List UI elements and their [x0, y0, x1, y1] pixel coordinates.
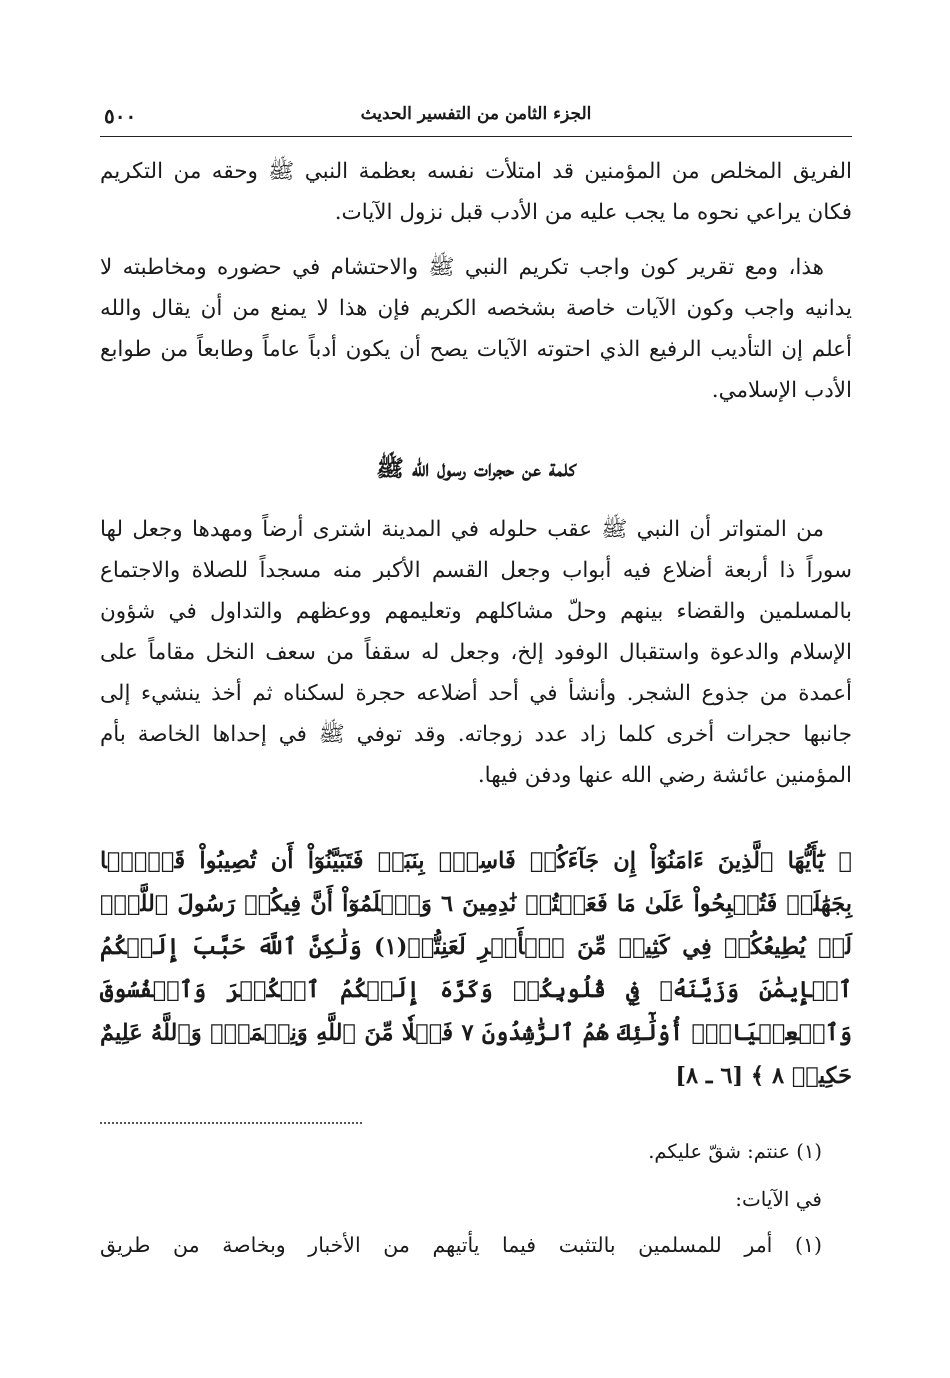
body-paragraph: هذا، ومع تقرير كون واجب تكريم النبي ﷺ والاحتشام في حضوره ومخاطبته لا يدانيه واجب وكون الآيات خاصة بشخصه الكريم فإن هذا لا يمنع من أن يقال والله أعلم إن التأديب الرفيع الذي احتوته الآيات يصح أن يكون أدباً عاماً وطابعاً من طوابع الأدب الإسلامي. — [100, 255, 852, 403]
page — [100, 96, 852, 1264]
analysis-item: (١) أمر للمسلمين بالتثبت فيما يأتيهم من الأخبار وبخاصة من طريق — [100, 1233, 822, 1257]
footnote-divider — [100, 1122, 362, 1124]
section-heading: كلمة عن حجرات رسول الله ﷺ — [376, 455, 576, 482]
analysis-heading: في الآيات: — [735, 1187, 822, 1211]
section-paragraph: من المتواتر أن النبي ﷺ عقب حلوله في المدينة اشترى أرضاً ومهدها وجعل لها سوراً ذا أربعة أضلاع فيه أبواب وجعل القسم الأكبر منه مسجداً للصلاة والاجتماع بالمسلمين والقضاء بينهم وحلّ مشاكلهم وتعليمهم ووعظهم والتداول في شؤون الإسلام والدعوة واستقبال الوفود إلخ، وجعل له سقفاً من سعف النخل مقاماً على أعمدة من جذوع الشجر. وأنشأ في أحد أضلاعه حجرة لسكناه ثم أخذ ينشيء إلى جانبها حجرات أخرى كلما زاد عدد زوجاته. وقد توفي ﷺ في إحداها الخاصة بأم المؤمنين عائشة رضي الله عنها ودفن فيها. — [100, 517, 852, 788]
body-paragraph: الفريق المخلص من المؤمنين قد امتلأت نفسه بعظمة النبي ﷺ وحقه من التكريم فكان يراعي نحوه ما يجب عليه من الأدب قبل نزول الآيات. — [100, 159, 852, 225]
footnote: (١) عنتم: شقّ عليكم. — [648, 1140, 822, 1163]
book-part-title: الجزء الثامن من التفسير الحديث — [360, 104, 592, 124]
quran-verse: ﴿ يَٰٓأَيُّهَا ٱلَّذِينَ ءَامَنُوٓاْ إِن جَآءَكُمۡ فَاسِقُۢ بِنَبَإٖ فَتَبَيَّنُوٓاْ أَن تُصِيبُواْ قَوۡمَۢا بِجَهَٰلَةٖ فَتُصۡبِحُواْ عَلَىٰ مَا فَعَلۡتُمۡ نَٰدِمِينَ ٦ وَٱعۡلَمُوٓاْ أَنَّ فِيكُمۡ رَسُولَ ٱللَّهِۚ لَوۡ يُطِيعُكُمۡ فِي كَثِيرٖ مِّنَ ٱلۡأَمۡرِ لَعَنِتُّمۡ(١) وَلَٰكِنَّ ٱللَّهَ حَبَّبَ إِلَيۡكُمُ ٱلۡإِيمَٰنَ وَزَيَّنَهُۥ فِي قُلُوبِكُمۡ وَكَرَّهَ إِلَيۡكُمُ ٱلۡكُفۡرَ وَٱلۡفُسُوقَ وَٱلۡعِصۡيَانَۚ أُوْلَٰٓئِكَ هُمُ ٱلرَّٰشِدُونَ ٧ فَضۡلٗا مِّنَ ٱللَّهِ وَنِعۡمَةٗۚ وَٱللَّهُ عَلِيمٌ حَكِيمٞ ٨ ﴾ [٦ ـ ٨] — [100, 848, 852, 1089]
page-number: ٥٠٠ — [104, 104, 137, 128]
running-header — [100, 96, 852, 137]
